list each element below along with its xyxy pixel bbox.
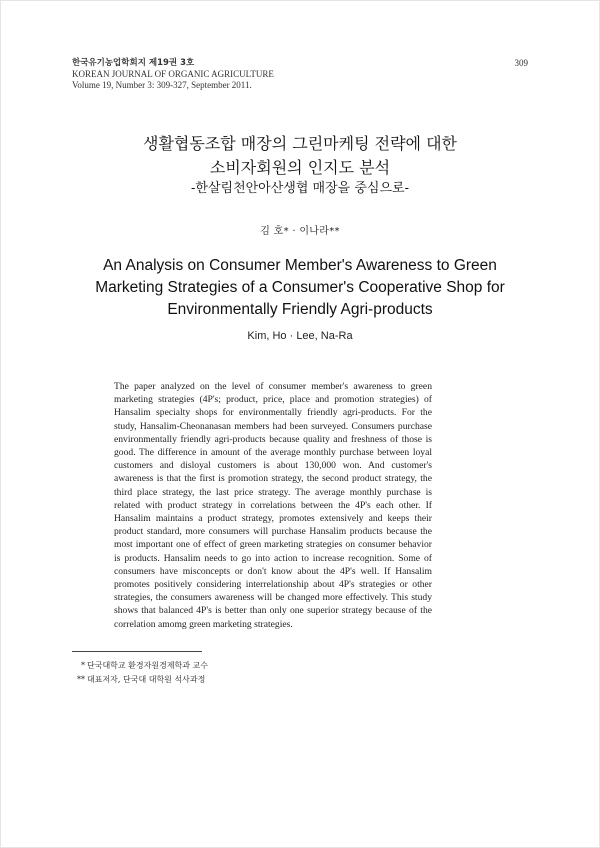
journal-name-ko: 한국유기농업학회지 제19권 3호 (72, 58, 195, 68)
footnotes (72, 659, 372, 687)
title-english-line-1: An Analysis on Consumer Member's Awareness to Green (103, 257, 497, 274)
page-number: 309 (514, 58, 528, 68)
footnote-mark: * (81, 661, 85, 670)
journal-volume-info: Volume 19, Number 3: 309-327, September 2011. (72, 80, 252, 90)
subtitle-korean: -한살림천안아산생협 매장을 중심으로- (191, 181, 409, 196)
journal-name-en: KOREAN JOURNAL OF ORGANIC AGRICULTURE (72, 69, 274, 79)
footnote-divider (72, 651, 202, 652)
journal-header (72, 58, 532, 91)
footnote-mark: ** (77, 675, 85, 684)
footnote-2 (72, 673, 372, 687)
abstract: The paper analyzed on the level of consumer member's awareness to green marketing strategies (4P's; product, price, place and promotion strategies) of Hansalim specialty shops for environmentally friendly agri-products. For the study, Hansalim-Cheonanasan members had been surveyed. Consumers purchase environmentally friendly agri-products because quality and freshness of those is good. The difference in amount of the average monthly purchase between loyal customers and disloyal customers is about 130,000 won. And customer's awareness is that the first is promotion strategy, the second product strategy, the third place strategy, the last price strategy. The average monthly purchase is related with product strategy in correlations between the 4P's each other. If Hansalim maintains a product strategy, promotes extensively and keeps their product standard, more consumers will purchase Hansalim products because the most important one of effect of green marketing strategies on consumer behavior is products. Hansalim needs to go into action to increase recognition. Some of consumers have misconcepts or don't know about the 4P's well. If Hansalim promotes positively considering interrelationship about 4P's strategies or other strategies, the consumers awareness will be changed more effectively. This study shows that balanced 4P's is better than only one superior strategy because of the correlation amomg green marketing strategies. (114, 381, 432, 630)
title-korean-line-2: 소비자회원의 인지도 분석 (209, 158, 391, 177)
title-english-line-2: Marketing Strategies of a Consumer's Cooperative Shop for (95, 279, 505, 296)
authors-korean: 김 호* · 이나라** (260, 226, 340, 237)
footnote-1 (72, 659, 372, 673)
footnote-text: 대표저자, 단국대 대학원 석사과정 (87, 675, 206, 684)
title-english-line-3: Environmentally Friendly Agri-products (167, 301, 433, 318)
authors-english: Kim, Ho · Lee, Na-Ra (247, 330, 353, 342)
title-korean-line-1: 생활협동조합 매장의 그린마케팅 전략에 대한 (142, 134, 457, 153)
footnote-text: 단국대학교 환경자원경제학과 교수 (87, 661, 209, 670)
title-korean (60, 132, 540, 180)
title-english (40, 255, 560, 321)
